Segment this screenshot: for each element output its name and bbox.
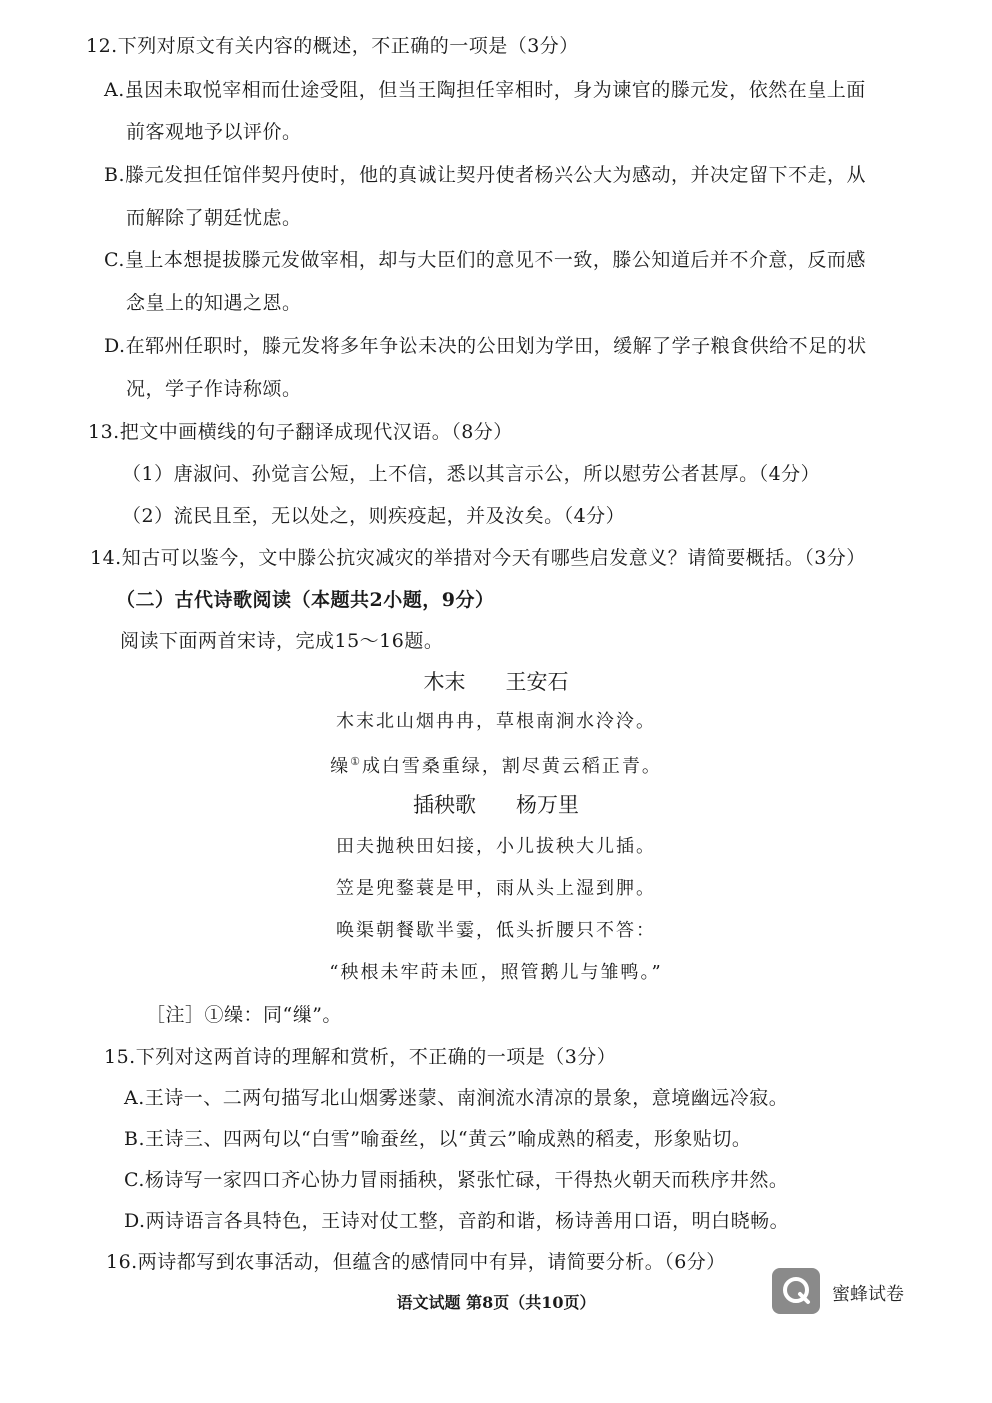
poem1-line2-rest: 成白雪桑重绿，割尽黄云稻正青。 [361,756,662,777]
poem1-line1: 木末北山烟冉冉，草根南涧水泠泠。 [336,711,656,732]
q13-sentence-2: （2）流民且至，无以处之，则疾疫起，并及汝矣。（4分） [122,505,626,527]
section-heading: （二）古代诗歌阅读（本题共2小题，9分） [116,589,495,611]
annotation-note: ［注］①缲：同“缫”。 [146,1004,342,1026]
q15-option-d: D.两诗语言各具特色，王诗对仗工整，音韵和谐，杨诗善用口语，明白晓畅。 [124,1210,790,1232]
poem1-title: 木末 [423,670,466,694]
q12-option-b-line1: B.滕元发担任馆伴契丹使时，他的真诚让契丹使者杨兴公大为感动，并决定留下不走，从 [104,164,867,186]
q12-option-d-line2: 况，学子作诗称颂。 [126,378,302,400]
q15-option-a: A.王诗一、二两句描写北山烟雾迷蒙、南涧流水清凉的景象，意境幽远冷寂。 [124,1087,789,1109]
poem1-line2-char: 缲 [330,756,351,777]
section-instruction: 阅读下面两首宋诗，完成15～16题。 [120,630,444,652]
q12-option-a-line1: A.虽因未取悦宰相而仕途受阻，但当王陶担任宰相时，身为谏官的滕元发，依然在皇上面 [104,79,866,101]
q12-option-b-line2: 而解除了朝廷忧虑。 [126,207,302,229]
poem1-author: 王安石 [505,670,569,694]
q12-option-c-line1: C.皇上本想提拔滕元发做宰相，却与大臣们的意见不一致，滕公知道后并不介意，反而感 [104,249,866,271]
poem1-header [0,668,992,696]
poem2-line3: 唤渠朝餐歇半霎，低头折腰只不答： [336,920,656,941]
q15-option-c: C.杨诗写一家四口齐心协力冒雨插秧，紧张忙碌，干得热火朝天而秩序井然。 [124,1169,789,1191]
q12-stem: 12.下列对原文有关内容的概述，不正确的一项是（3分） [86,35,579,57]
q16-stem: 16.两诗都写到农事活动，但蕴含的感情同中有异，请简要分析。（6分） [106,1251,726,1273]
watermark-text: 蜜蜂试卷 [832,1284,904,1305]
page-footer: 语文试题 第8页（共10页） [396,1293,596,1312]
q15-option-b: B.王诗三、四两句以“白雪”喻蚕丝，以“黄云”喻成熟的稻麦，形象贴切。 [124,1128,752,1150]
q15-stem: 15.下列对这两首诗的理解和赏析，不正确的一项是（3分） [104,1046,617,1068]
poem2-title: 插秧歌 [413,793,476,817]
q12-option-a-line2: 前客观地予以评价。 [126,121,302,143]
footnote-marker: ① [350,755,362,768]
q14-stem: 14.知古可以鉴今，文中滕公抗灾减灾的举措对今天有哪些启发意义？请简要概括。（3分） [90,547,866,569]
poem2-author: 杨万里 [516,793,579,817]
q13-sentence-1: （1）唐淑问、孙觉言公短，上不信，悉以其言示公，所以慰劳公者甚厚。（4分） [122,463,821,485]
q13-stem: 13.把文中画横线的句子翻译成现代汉语。（8分） [88,421,513,443]
q12-option-d-line1: D.在郓州任职时，滕元发将多年争讼未决的公田划为学田，缓解了学子粮食供给不足的状 [104,335,867,357]
poem2-line4: “秧根未牢莳未匝，照管鹅儿与雏鸭。” [329,962,663,983]
poem2-header [0,791,992,819]
q12-option-c-line2: 念皇上的知遇之恩。 [126,292,302,314]
poem2-line2: 笠是兜鍪蓑是甲，雨从头上湿到胛。 [336,878,656,899]
poem1-line2 [0,749,992,780]
poem2-line1: 田夫抛秧田妇接，小儿拔秧大儿插。 [336,836,656,857]
